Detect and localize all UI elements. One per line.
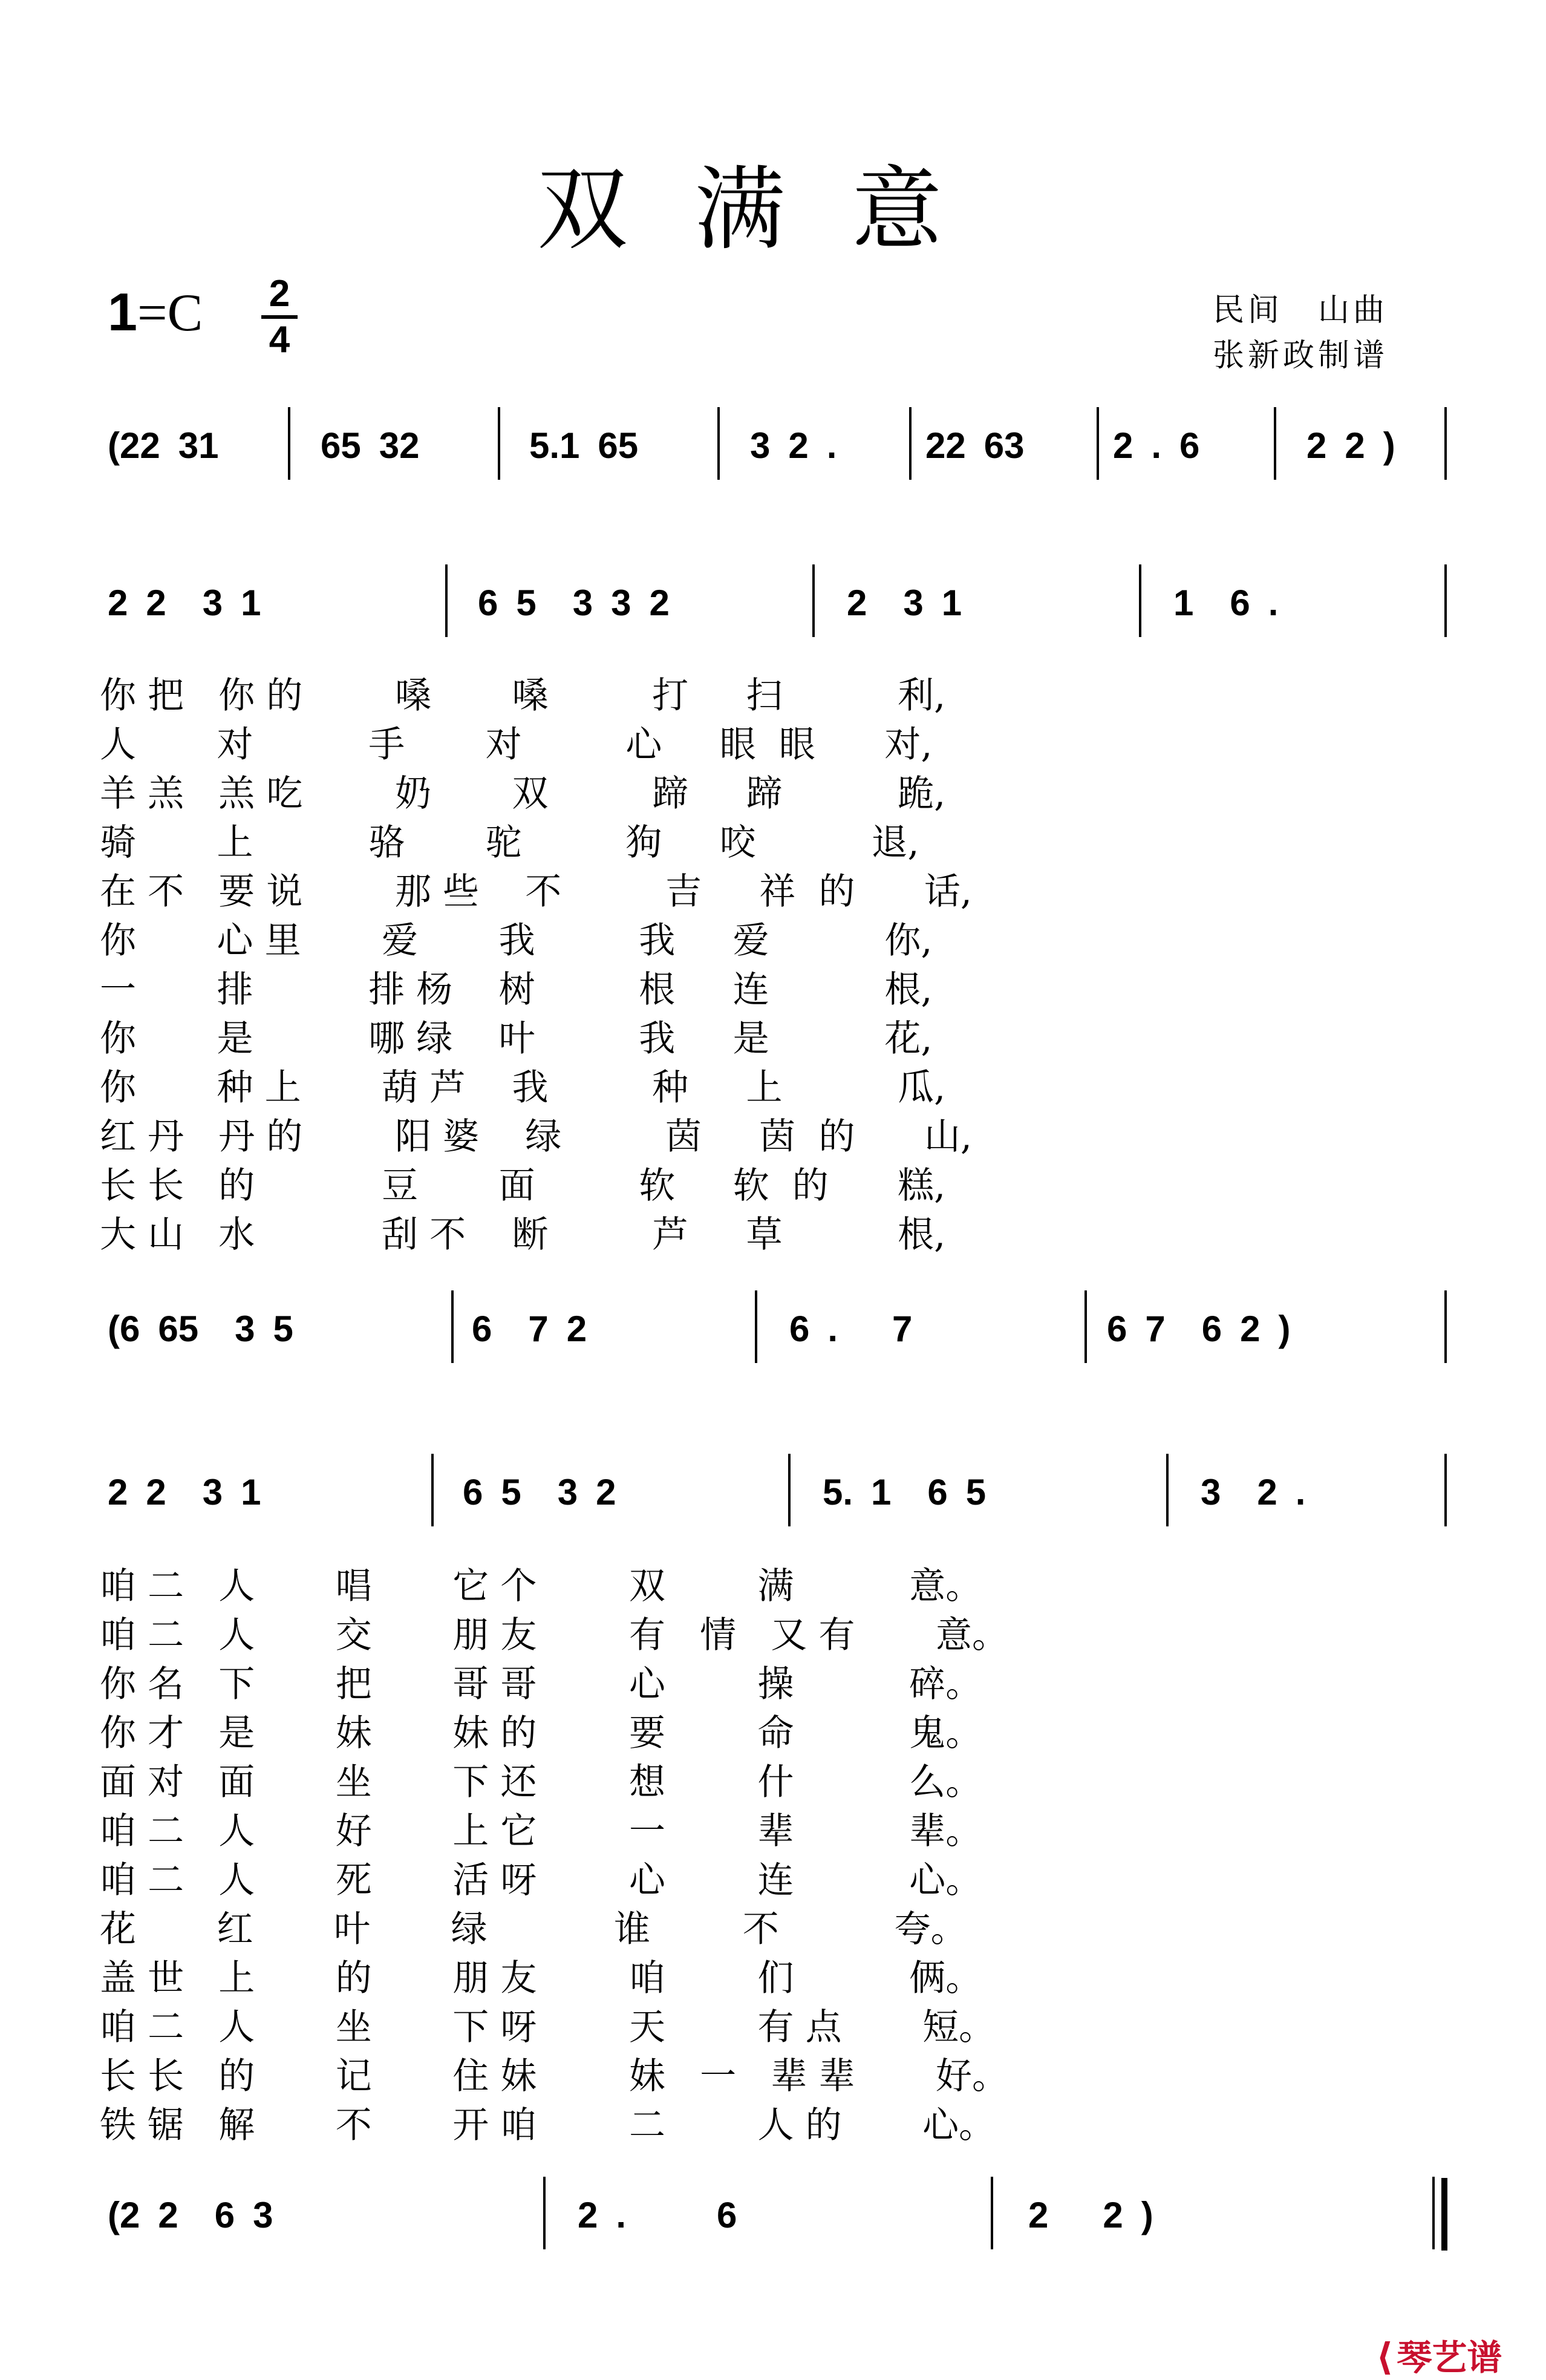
measure-3-1: 6 5 3 2 <box>463 1472 616 1512</box>
lyric-line: 你 是 哪 绿 叶 我 是 花, <box>100 1018 933 1060</box>
measure-4-2: 2 2 ) <box>1028 2195 1153 2235</box>
measure-3-2: 5. 1 6 5 <box>823 1472 987 1512</box>
measure-2-3: 6 7 6 2 ) <box>1107 1309 1291 1349</box>
lyric-line: 红 丹 丹 的 阳 婆 绿 茵 茵 的 山, <box>100 1116 972 1158</box>
measure-1-3: 1 6 . <box>1173 583 1279 623</box>
meter-top: 2 <box>269 273 290 315</box>
measure-2-1: 6 7 2 <box>472 1309 587 1349</box>
measure-1-1: 6 5 3 3 2 <box>478 583 670 623</box>
lyric-line: 咱 二 人 坐 下 呀 天 有 点 短。 <box>100 2006 996 2048</box>
lyric-line: 一 排 排 杨 树 根 连 根, <box>100 969 933 1011</box>
measure-0-0: (22 31 <box>108 425 219 466</box>
lyric-line: 你 心 里 爱 我 我 爱 你, <box>100 920 933 962</box>
meter-bottom: 4 <box>269 319 290 361</box>
measure-2-2: 6 . 7 <box>789 1309 913 1349</box>
lyric-line: 你 才 是 妹 妹 的 要 命 鬼。 <box>100 1712 982 1754</box>
measure-3-0: 2 2 3 1 <box>108 1472 261 1512</box>
lyric-line: 铁 锯 解 不 开 咱 二 人 的 心。 <box>100 2104 996 2146</box>
lyric-line: 花 红 叶 绿 谁 不 夸。 <box>100 1908 967 1950</box>
measure-0-6: 2 2 ) <box>1306 425 1395 466</box>
measure-2-0: (6 65 3 5 <box>108 1309 293 1349</box>
site-logo <box>1376 2329 1502 2380</box>
lyric-line: 羊 羔 羔 吃 奶 双 蹄 蹄 跪, <box>100 773 946 815</box>
measure-0-1: 65 32 <box>321 425 420 466</box>
credit-arranger: 张新政制谱 <box>1213 338 1389 374</box>
lyric-line: 长 长 的 记 住 妹 妹 一 辈 辈 好。 <box>100 2055 1008 2097</box>
measure-0-5: 2 . 6 <box>1113 425 1200 466</box>
measure-1-0: 2 2 3 1 <box>108 583 261 623</box>
key-letter: =C <box>137 284 203 342</box>
lyric-line: 长 长 的 豆 面 软 软 的 糕, <box>100 1165 946 1207</box>
lyric-line: 咱 二 人 好 上 它 一 辈 辈。 <box>100 1810 982 1852</box>
measure-3-3: 3 2 . <box>1201 1472 1306 1512</box>
measure-0-4: 22 63 <box>925 425 1025 466</box>
lyric-line: 咱 二 人 唱 它 个 双 满 意。 <box>100 1565 982 1607</box>
lyric-line: 你 把 你 的 嗓 嗓 打 扫 利, <box>100 675 946 717</box>
measure-0-2: 5.1 65 <box>529 425 639 466</box>
measure-4-1: 2 . 6 <box>578 2195 737 2235</box>
lyric-line: 你 种 上 葫 芦 我 种 上 瓜, <box>100 1067 946 1109</box>
lyric-line: 骑 上 骆 驼 狗 咬 退, <box>100 822 919 864</box>
lyric-line: 盖 世 上 的 朋 友 咱 们 俩。 <box>100 1957 982 1999</box>
lyric-line: 你 名 下 把 哥 哥 心 操 碎。 <box>100 1663 982 1705</box>
song-title: 双满意 <box>537 157 1009 263</box>
measure-0-3: 3 2 . <box>750 425 837 466</box>
measure-1-2: 2 3 1 <box>847 583 962 623</box>
lyric-line: 面 对 面 坐 下 还 想 什 么。 <box>100 1761 982 1803</box>
lyric-line: 人 对 手 对 心 眼 眼 对, <box>100 724 933 766</box>
logo-icon: ⟨ <box>1376 2335 1394 2379</box>
lyric-line: 在 不 要 说 那 些 不 吉 祥 的 话, <box>100 871 972 913</box>
measure-4-0: (2 2 6 3 <box>108 2195 273 2235</box>
logo-text: 琴艺谱 <box>1397 2337 1502 2378</box>
key-number: 1 <box>108 282 137 342</box>
lyric-line: 咱 二 人 死 活 呀 心 连 心。 <box>100 1859 982 1901</box>
lyric-line: 咱 二 人 交 朋 友 有 情 又 有 意。 <box>100 1614 1008 1656</box>
lyric-line: 大 山 水 刮 不 断 芦 草 根, <box>100 1214 946 1256</box>
credit-origin: 民间 山曲 <box>1213 292 1389 329</box>
